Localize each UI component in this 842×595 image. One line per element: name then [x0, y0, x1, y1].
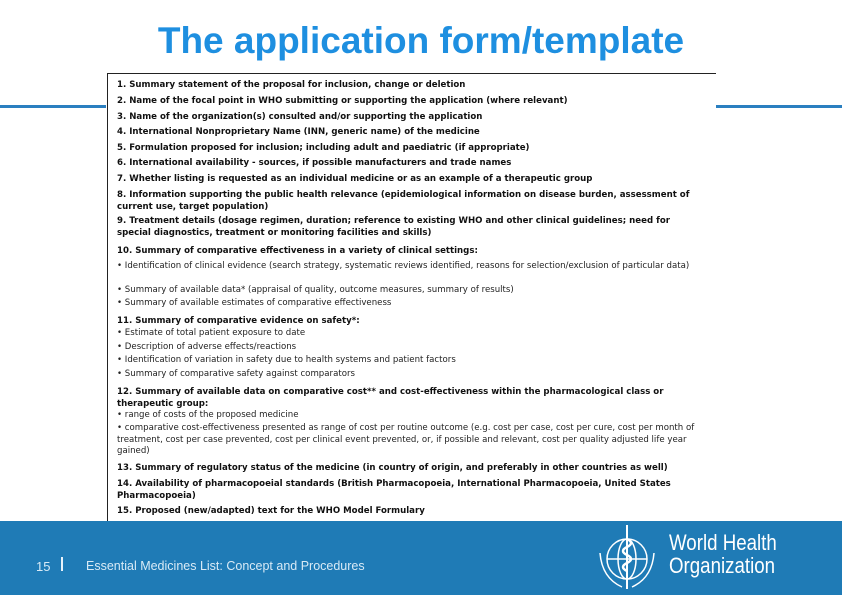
form-item-heading: 10. Summary of comparative effectiveness in a variety of clinical settings: [117, 246, 478, 256]
title-rule-left [0, 105, 106, 108]
form-item-heading: 13. Summary of regulatory status of the medicine (in country of origin, and preferably in other countries as well) [117, 463, 668, 473]
who-emblem-icon [592, 523, 662, 593]
form-item-heading: 1. Summary statement of the proposal for inclusion, change or deletion [117, 80, 466, 90]
form-item-bullet: • Summary of available estimates of comparative effectiveness [117, 298, 392, 308]
form-item-heading: 4. International Nonproprietary Name (INN, generic name) of the medicine [117, 127, 480, 137]
form-item-bullet: • Estimate of total patient exposure to date [117, 328, 306, 338]
form-item-heading: 9. Treatment details (dosage regimen, duration; reference to existing WHO and other clinical guidelines; need for special diagnostics, treatment or monitoring facilities and skills) [117, 216, 670, 238]
form-item-bullet: • Summary of available data* (appraisal of quality, outcome measures, summary of results) [117, 285, 514, 295]
form-item-heading: 5. Formulation proposed for inclusion; including adult and paediatric (if appropriate) [117, 143, 530, 153]
page-number: 15 [36, 559, 51, 574]
form-item-bullet: • Summary of comparative safety against comparators [117, 369, 355, 379]
form-item-bullet: • Description of adverse effects/reactions [117, 342, 297, 352]
form-item-heading: 2. Name of the focal point in WHO submitting or supporting the application (where relevant) [117, 96, 568, 106]
form-item-bullet: • comparative cost-effectiveness presented as range of cost per routine outcome (e.g. cost per case, cost per cure, cost per month of treatment, cost per case prevented, cost per clinical event prevented, or, if possible and relevant, cost per quality adjusted life year gained) [117, 423, 695, 456]
form-item-heading: 11. Summary of comparative evidence on safety*: [117, 316, 360, 326]
slide-footer [0, 521, 842, 595]
form-item-heading: 15. Proposed (new/adapted) text for the WHO Model Formulary [117, 506, 425, 516]
org-name-line2: Organization [669, 553, 776, 578]
form-item-bullet: • Identification of variation in safety due to health systems and patient factors [117, 355, 456, 365]
form-item-heading: 14. Availability of pharmacopoeial standards (British Pharmacopoeia, International Pharmacopoeia, United States Pharmacopoeia) [117, 479, 671, 501]
form-item-heading: 7. Whether listing is requested as an individual medicine or as an example of a therapeutic group [117, 174, 593, 184]
org-name [669, 531, 777, 577]
slide-title: The application form/template [157, 20, 685, 61]
form-item-bullet: • Identification of clinical evidence (search strategy, systematic reviews identified, reasons for selection/exclusion of particular data) [117, 261, 690, 271]
form-item-bullet: • range of costs of the proposed medicine [117, 410, 299, 420]
title-rule-right [715, 105, 842, 108]
application-form-image [107, 73, 716, 524]
footer-divider [61, 557, 63, 571]
org-name-line1: World Health [669, 530, 777, 555]
form-item-heading: 6. International availability - sources, if possible manufacturers and trade names [117, 158, 512, 168]
form-item-heading: 12. Summary of available data on comparative cost** and cost-effectiveness within the pharmacological class or therapeutic group: [117, 387, 664, 409]
form-item-heading: 8. Information supporting the public health relevance (epidemiological information on disease burden, assessment of current use, target population) [117, 190, 690, 212]
form-item-heading: 3. Name of the organization(s) consulted and/or supporting the application [117, 112, 483, 122]
footer-text: Essential Medicines List: Concept and Procedures [86, 559, 365, 573]
